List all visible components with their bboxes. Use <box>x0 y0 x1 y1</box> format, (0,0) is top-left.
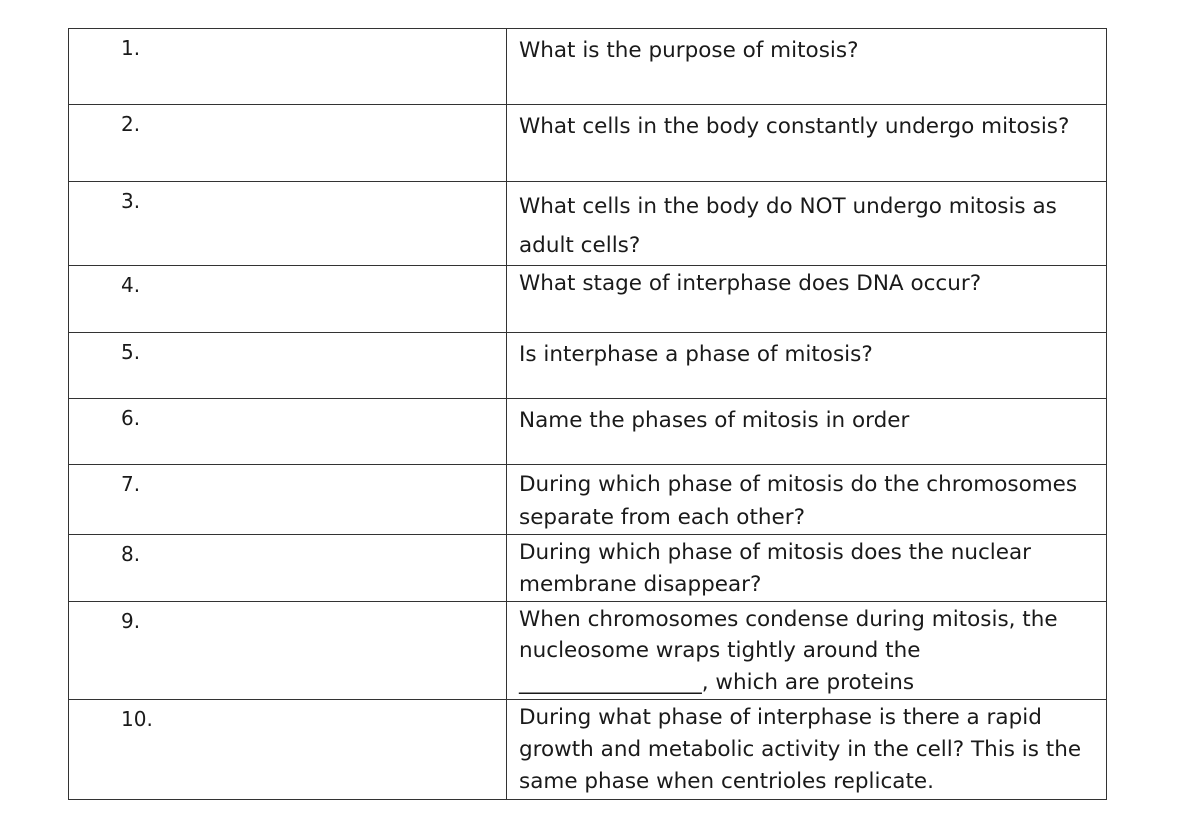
question-row-10 <box>69 699 1107 799</box>
question-row-8 <box>69 534 1107 601</box>
question-text: Name the phases of mitosis in order <box>507 399 1107 465</box>
question-text: What stage of interphase does DNA occur? <box>507 266 1107 333</box>
question-text: What cells in the body constantly undergo mitosis? <box>507 105 1107 182</box>
question-row-7 <box>69 465 1107 535</box>
question-number: 2. <box>69 105 507 182</box>
question-text: What is the purpose of mitosis? <box>507 29 1107 105</box>
question-row-6 <box>69 399 1107 465</box>
question-number: 6. <box>69 399 507 465</box>
question-row-5 <box>69 333 1107 399</box>
question-number: 4. <box>69 266 507 333</box>
question-number: 9. <box>69 601 507 699</box>
question-number: 5. <box>69 333 507 399</box>
question-number: 3. <box>69 182 507 266</box>
question-text: What cells in the body do NOT undergo mitosis as adult cells? <box>507 182 1107 266</box>
question-text: During what phase of interphase is there a rapid growth and metabolic activity in the cell? This is the same phase when centrioles replicate. <box>507 699 1107 799</box>
question-row-2 <box>69 105 1107 182</box>
question-text: During which phase of mitosis do the chromosomes separate from each other? <box>507 465 1107 535</box>
question-number: 7. <box>69 465 507 535</box>
question-text: Is interphase a phase of mitosis? <box>507 333 1107 399</box>
question-number: 8. <box>69 534 507 601</box>
question-number: 1. <box>69 29 507 105</box>
question-row-9 <box>69 601 1107 699</box>
question-row-4 <box>69 266 1107 333</box>
question-text: When chromosomes condense during mitosis, the nucleosome wraps tightly around the _________________, which are proteins <box>507 601 1107 699</box>
question-number: 10. <box>69 699 507 799</box>
question-row-1 <box>69 29 1107 105</box>
question-text: During which phase of mitosis does the nuclear membrane disappear? <box>507 534 1107 601</box>
question-row-3 <box>69 182 1107 266</box>
question-table <box>68 28 1107 800</box>
